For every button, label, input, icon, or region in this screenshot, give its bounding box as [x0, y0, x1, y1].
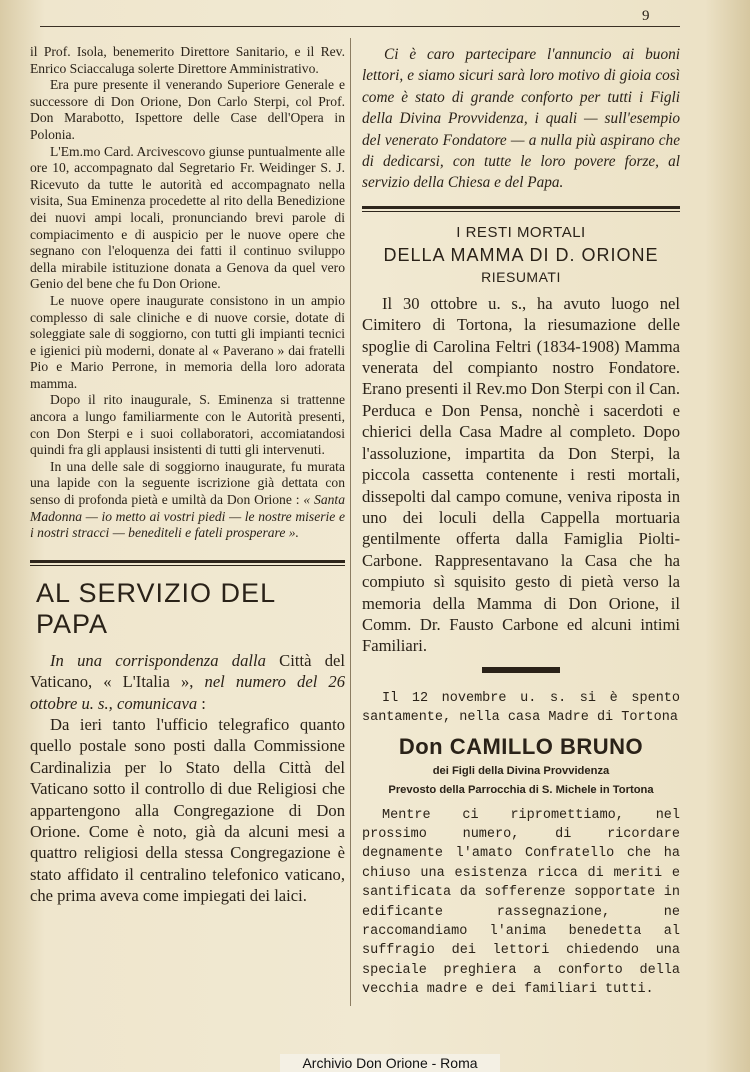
article-paragraph: Era pure presente il venerando Superiore Generale e successore di Don Orione, Don Carlo Sterpi, col Prof. Don Marabotto, Ispettore delle Case dell'Opera in Polonia.: [30, 77, 345, 142]
servizio-heading: AL SERVIZIO DEL PAPA: [36, 577, 276, 639]
bruno-name: Don CAMILLO BRUNO: [398, 733, 644, 759]
article-paragraph: Dopo il rito inaugurale, S. Eminenza si trattenne ancora a lungo familiarmente con le Autorità presenti, con Don Sterpi e i suoi collaboratori, accomiatandosi quindi fra gli applausi insistenti di tutti gli intervenuti.: [30, 392, 345, 458]
servizio-body: Da ieri tanto l'ufficio telegrafico quanto quello postale sono posti dalla Commissione Cardinalizia per lo Stato della Città del Vaticano sotto il controllo di due Religiosi che appartengono alla Congregazione di Don Orione. Come è noto, già da alcuni mesi a quattro religiosi della stessa Congregazione è stato affidato il centralino telefonico vaticano, che prima aveva come impiegati dei laici.: [30, 715, 345, 906]
article-paragraph: L'Em.mo Card. Arcivescovo giunse puntualmente alle ore 10, accompagnato dal Segretario Fr. Weidinger S. J. Ricevuto da tutte le autorità ed accompagnato nella visita, Sua Eminenza procedette al rito della Benedizione dei nuovi ampi locali, pronunciando brevi parole di compiacimento e di auspicio per le nuove opere che segnano con l'eloquenza dei fatti il continuo sviluppo della mirabile istituzione donata a Genova da quel vero Genio del bene che fu Don Orione.: [30, 143, 345, 292]
article-paragraph: Le nuove opere inaugurate consistono in un ampio complesso di sale cliniche e di nuove corsie, dotate di soleggiate sale di soggiorno, con tutti gli impianti tecnici e igienici più moderni, donate al « Paverano » dai fratelli Pio e Mario Perrone, in memoria della loro adorata mamma.: [30, 292, 345, 391]
servizio-lead-plain: Città del Vaticano, « L'Italia »,: [30, 650, 345, 692]
right-column: [362, 44, 680, 1000]
section-divider: [30, 560, 345, 566]
resti-heading-line3: RIESUMATI: [481, 268, 561, 285]
bruno-body: Mentre ci ripromettiamo, nel prossimo numero, di ricordare degnamente l'amato Confratello che ha chiuso una esistenza ricca di meriti e santificata da sofferenze sopportate in edificante rassegnazione, ne raccomandiamo l'anima benedetta al suffragio dei lettori chiedendo una speciale preghiera a conforto della vecchia madre e dei familiari tutti.: [362, 807, 680, 998]
servizio-lead: [30, 650, 345, 714]
servizio-lead-italic-2: nel numero del 26 ottobre u. s., comunicava: [30, 672, 345, 713]
inscription-intro: In una delle sale di soggiorno inaugurate, fu murata una lapide con la seguente iscrizione già dettata con senso di profonda pietà e umiltà da Don Orione :: [30, 458, 345, 508]
resti-heading-line1: I RESTI MORTALI: [456, 223, 586, 241]
bruno-intro: Il 12 novembre u. s. si è spento santamente, nella casa Madre di Tortona: [362, 690, 680, 726]
archive-footer: Archivio Don Orione - Roma: [280, 1054, 500, 1072]
servizio-lead-colon: :: [197, 693, 206, 713]
bruno-subtitle-1: dei Figli della Divina Provvidenza: [432, 764, 610, 777]
announcement-intro: Ci è caro partecipare l'annuncio ai buoni lettori, e siamo sicuri sarà loro motivo di gioia così come è stato di grande conforto per tutti i Figli della Divina Provvidenza, i quali — sull'esempio del venerato Fondatore — a nulla più aspirano che di dedicarsi, con tutte le loro povere forze, al servizio della Chiesa e del Papa.: [362, 46, 680, 192]
bruno-subtitle-2: Prevosto della Parrocchia di S. Michele in Tortona: [388, 783, 654, 796]
article-paragraph: il Prof. Isola, benemerito Direttore Sanitario, e il Rev. Enrico Sciaccaluga solerte Direttore Amministrativo.: [30, 44, 345, 76]
section-divider: [362, 206, 680, 212]
header-rule: [40, 26, 680, 27]
left-column: [30, 44, 345, 907]
resti-heading-line2: DELLA MAMMA DI D. ORIONE: [383, 244, 659, 265]
page-number: 9: [642, 8, 650, 24]
servizio-lead-italic: In una corrispondenza dalla: [50, 650, 266, 670]
inscription-quote: « Santa Madonna — io metto ai vostri piedi — le nostre miserie e i nostri stracci — benediteli e fateli prosperare ».: [30, 492, 345, 541]
short-divider-bar: [482, 667, 560, 673]
column-divider: [350, 38, 351, 1006]
article-paragraph-inscription: [30, 459, 345, 542]
resti-body: Il 30 ottobre u. s., ha avuto luogo nel Cimitero di Tortona, la riesumazione delle spoglie di Carolina Feltri (1834-1908) Mamma venerata del compianto nostro Fondatore. Erano presenti il Rev.mo Don Sterpi con il Can. Perduca e Don Pensa, nonchè i sacerdoti e chierici della Casa Madre al completo. Dopo l'assoluzione, impartita da Don Sterpi, la piccola cassetta contenente i resti mortali, dissepolti dal campo comune, veniva riposta in uno dei loculi della Cappella mortuaria gentilmente offerta dalla Famiglia Piolti-Carbone. Rappresentavano la Casa che ha compiuto sì squisito gesto di pietà verso la memoria della Mamma di Don Orione, il Comm. Dr. Fausto Carbone ed alcuni intimi Familiari.: [362, 293, 680, 656]
